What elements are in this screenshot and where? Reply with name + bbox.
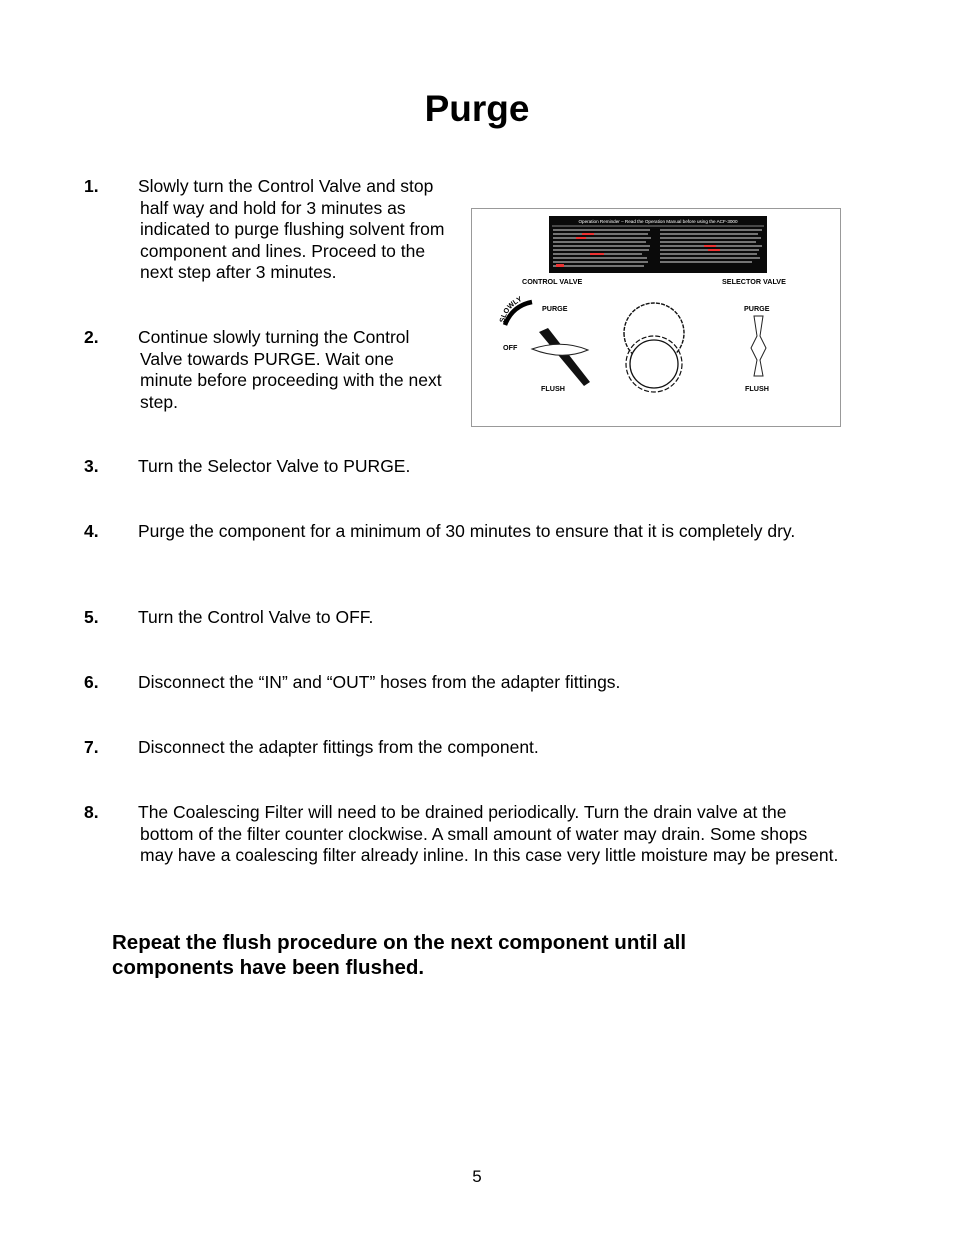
step-number: 6. <box>84 672 99 692</box>
step-1 <box>84 176 457 284</box>
step-text: The Coalescing Filter will need to be drained periodically. Turn the drain valve at the bottom of the filter counter clockwise. A small amount of water may drain. Some shops may have a coalescing filter already inline. In this case very little moisture may be present. <box>138 802 839 866</box>
operation-reminder-placard <box>549 216 767 273</box>
step-text: Turn the Control Valve to OFF. <box>138 607 374 627</box>
step-8 <box>84 802 840 867</box>
step-5 <box>84 607 812 629</box>
control-panel-figure <box>471 208 841 427</box>
step-2 <box>84 327 442 413</box>
page-number: 5 <box>472 1167 482 1186</box>
step-4 <box>84 521 817 543</box>
control-panel-illustration <box>472 209 840 426</box>
step-text: Disconnect the “IN” and “OUT” hoses from the adapter fittings. <box>138 672 621 692</box>
step-text: Slowly turn the Control Valve and stop half way and hold for 3 minutes as indicated to purge flushing solvent from component and lines. Proceed to the next step after 3 minutes. <box>138 176 445 283</box>
closing-instruction: Repeat the flush procedure on the next component until all components have been flushed. <box>112 931 687 979</box>
step-number: 3. <box>84 456 99 476</box>
step-number: 1. <box>84 176 99 196</box>
control-valve <box>497 294 590 393</box>
control-valve-label: CONTROL VALVE <box>522 277 583 286</box>
step-3 <box>84 456 812 478</box>
step-number: 8. <box>84 802 99 822</box>
step-number: 4. <box>84 521 99 541</box>
page-title: Purge <box>424 88 530 129</box>
selector-valve-label: SELECTOR VALVE <box>722 277 786 286</box>
step-6 <box>84 672 812 694</box>
flush-label-left: FLUSH <box>541 384 565 393</box>
step-7 <box>84 737 812 759</box>
purge-label-left: PURGE <box>542 304 568 313</box>
off-label: OFF <box>503 343 518 352</box>
purge-label-right: PURGE <box>744 304 770 313</box>
control-valve-handle-arrow <box>539 328 590 386</box>
step-number: 5. <box>84 607 99 627</box>
step-number: 2. <box>84 327 99 347</box>
slowly-label: SLOWLY <box>497 294 524 324</box>
reminder-header: Operation Reminder – Read the Operation Manual before using the ACF-3000 <box>578 219 738 224</box>
selector-valve-handle <box>751 316 766 376</box>
gauge-face <box>630 340 678 388</box>
step-number: 7. <box>84 737 99 757</box>
control-valve-handle <box>532 344 588 355</box>
step-text: Turn the Selector Valve to PURGE. <box>138 456 411 476</box>
step-text: Purge the component for a minimum of 30 minutes to ensure that it is completely dry. <box>138 521 796 541</box>
selector-valve <box>744 304 770 393</box>
step-text: Continue slowly turning the Control Valve towards PURGE. Wait one minute before proceeding with the next step. <box>138 327 442 412</box>
flush-label-right: FLUSH <box>745 384 769 393</box>
step-text: Disconnect the adapter fittings from the component. <box>138 737 539 757</box>
